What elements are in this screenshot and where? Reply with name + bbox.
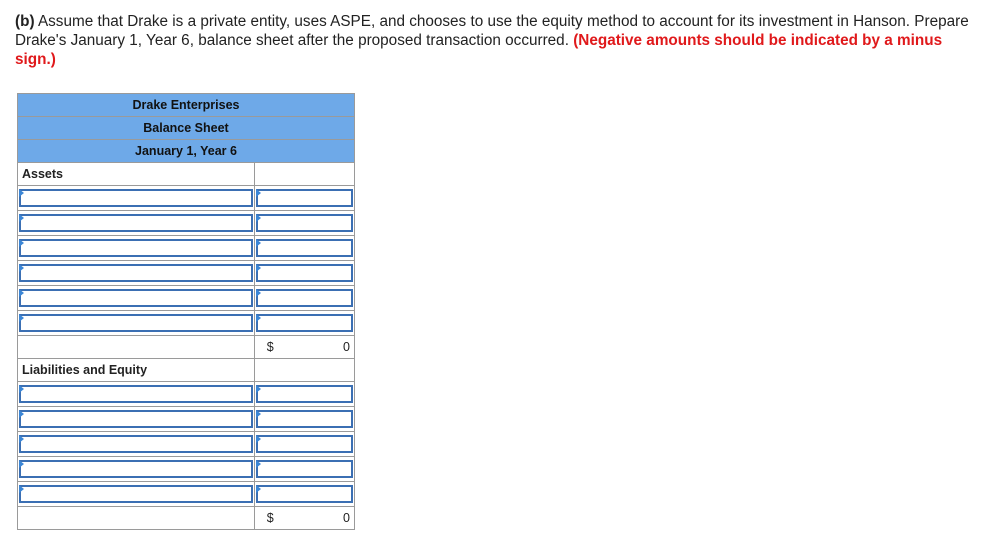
empty-cell [18, 507, 255, 530]
liab-amount-input-2[interactable] [256, 410, 353, 428]
currency-symbol: $ [266, 340, 274, 354]
dropdown-indicator-icon [256, 485, 261, 493]
dropdown-indicator-icon [256, 460, 261, 468]
dropdown-indicator-icon [19, 289, 24, 297]
dropdown-indicator-icon [256, 410, 261, 418]
liab-amount-input-1[interactable] [256, 385, 353, 403]
dropdown-indicator-icon [19, 214, 24, 222]
empty-cell [254, 163, 354, 186]
assets-total [254, 336, 354, 359]
liab-amount-input-4[interactable] [256, 460, 353, 478]
statement-title: Balance Sheet [18, 117, 355, 140]
dropdown-indicator-icon [256, 385, 261, 393]
asset-account-select-6[interactable] [19, 314, 253, 332]
part-label: (b) [15, 13, 35, 30]
asset-amount-input-1[interactable] [256, 189, 353, 207]
dropdown-indicator-icon [19, 314, 24, 322]
dropdown-indicator-icon [19, 410, 24, 418]
dropdown-indicator-icon [19, 435, 24, 443]
liab-amount-input-5[interactable] [256, 485, 353, 503]
asset-account-select-5[interactable] [19, 289, 253, 307]
dropdown-indicator-icon [19, 264, 24, 272]
empty-cell [254, 359, 354, 382]
dropdown-indicator-icon [19, 239, 24, 247]
asset-account-select-3[interactable] [19, 239, 253, 257]
asset-amount-input-6[interactable] [256, 314, 353, 332]
asset-amount-input-5[interactable] [256, 289, 353, 307]
dropdown-indicator-icon [256, 264, 261, 272]
asset-account-select-4[interactable] [19, 264, 253, 282]
asset-account-select-1[interactable] [19, 189, 253, 207]
liab-account-select-4[interactable] [19, 460, 253, 478]
assets-heading: Assets [18, 163, 255, 186]
statement-date: January 1, Year 6 [18, 140, 355, 163]
dropdown-indicator-icon [256, 214, 261, 222]
asset-amount-input-2[interactable] [256, 214, 353, 232]
assets-total-value: 0 [343, 340, 350, 354]
liab-account-select-2[interactable] [19, 410, 253, 428]
liabilities-equity-total [254, 507, 354, 530]
liab-amount-input-3[interactable] [256, 435, 353, 453]
empty-cell [18, 336, 255, 359]
company-name: Drake Enterprises [18, 94, 355, 117]
liab-account-select-3[interactable] [19, 435, 253, 453]
asset-account-select-2[interactable] [19, 214, 253, 232]
liabilities-equity-heading: Liabilities and Equity [18, 359, 255, 382]
liab-account-select-1[interactable] [19, 385, 253, 403]
question-text [15, 12, 980, 69]
currency-symbol: $ [266, 511, 274, 525]
dropdown-indicator-icon [19, 189, 24, 197]
asset-amount-input-3[interactable] [256, 239, 353, 257]
dropdown-indicator-icon [256, 435, 261, 443]
question-body: Assume that Drake is a private entity, uses ASPE, and chooses to use the equity method to account for its investment in Hanson. Prepare Drake's January 1, Year 6, balance sheet after the proposed transaction occurred. [15, 13, 969, 49]
liab-account-select-5[interactable] [19, 485, 253, 503]
dropdown-indicator-icon [256, 239, 261, 247]
liabilities-equity-total-value: 0 [343, 511, 350, 525]
negative-amount-note: (Negative amounts should be indicated by a minus sign.) [15, 32, 943, 68]
asset-amount-input-4[interactable] [256, 264, 353, 282]
dropdown-indicator-icon [256, 314, 261, 322]
dropdown-indicator-icon [256, 289, 261, 297]
dropdown-indicator-icon [19, 485, 24, 493]
dropdown-indicator-icon [19, 385, 24, 393]
dropdown-indicator-icon [19, 460, 24, 468]
balance-sheet-table [17, 93, 355, 530]
dropdown-indicator-icon [256, 189, 261, 197]
